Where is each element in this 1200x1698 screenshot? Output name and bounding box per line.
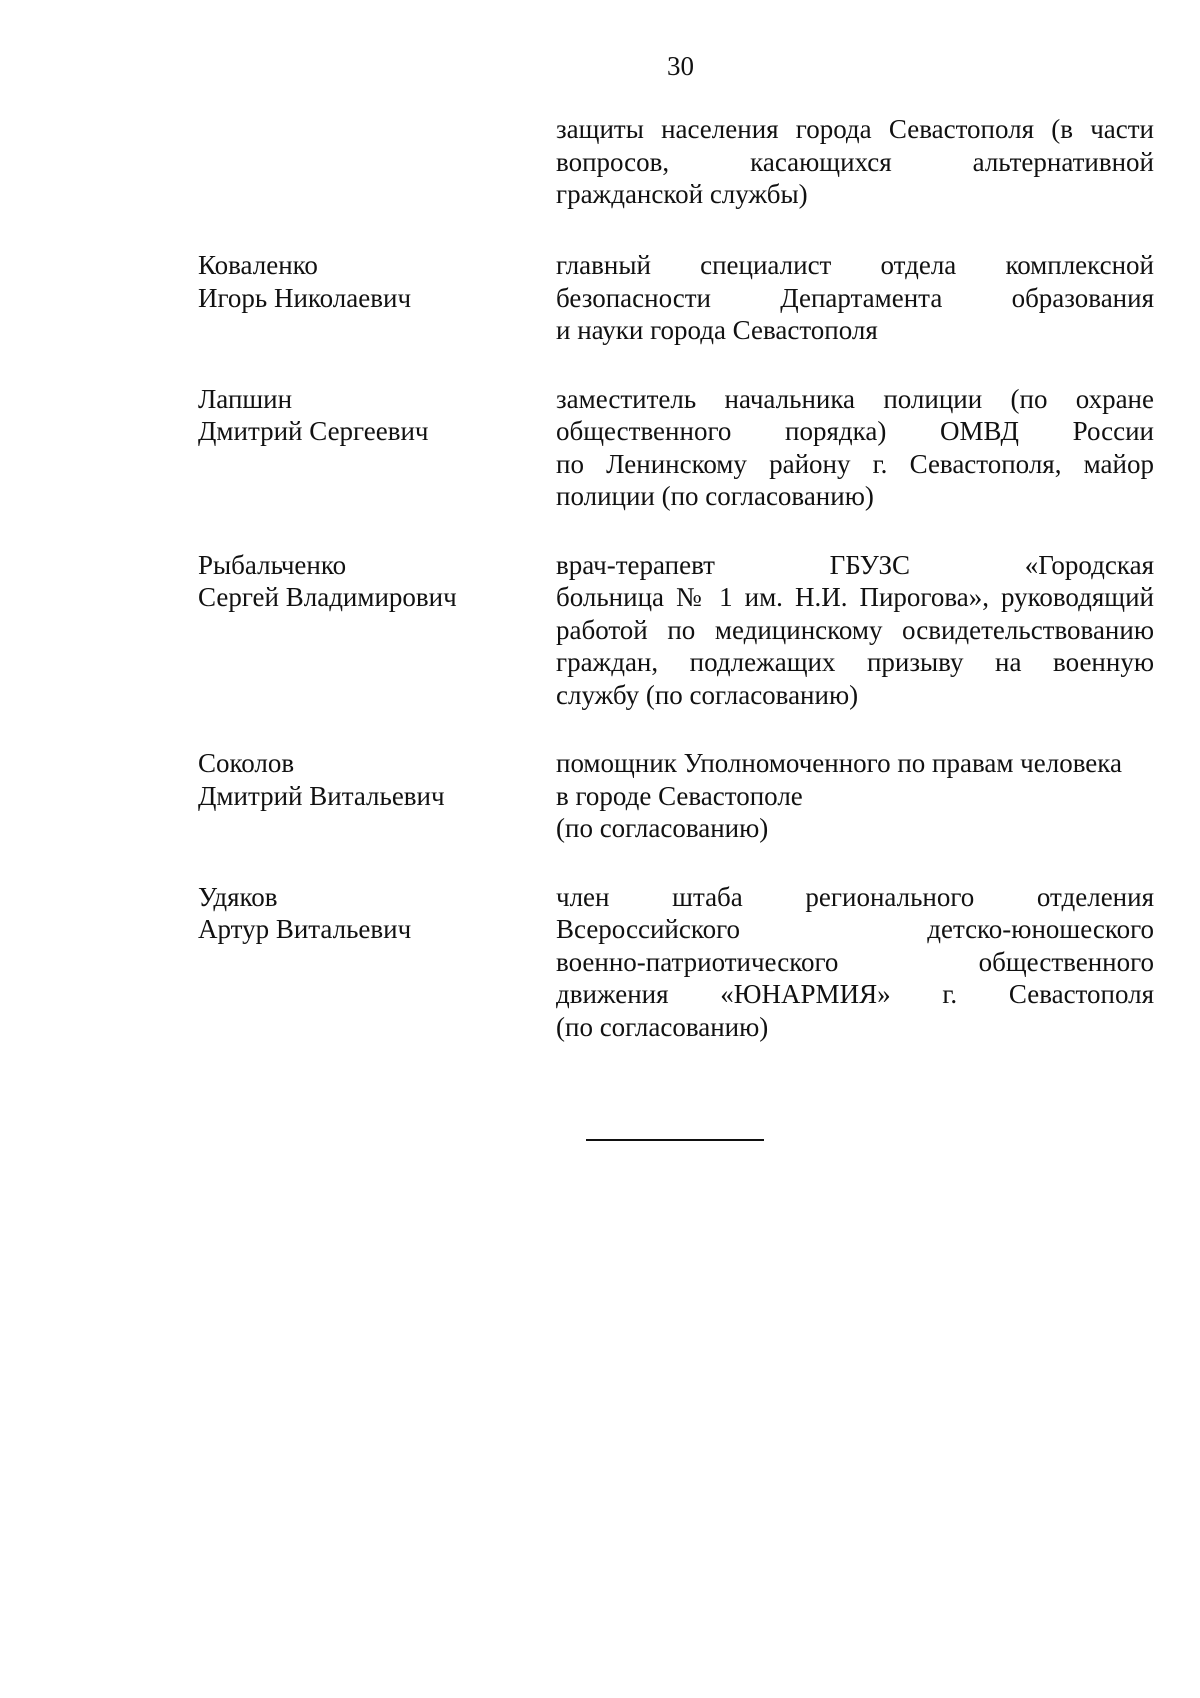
member-surname: Рыбальченко xyxy=(198,549,347,580)
member-role xyxy=(556,383,1154,513)
member-name xyxy=(198,881,556,946)
role-line: Всероссийского детско-юношеского xyxy=(556,914,1154,944)
role-line: (по согласованию) xyxy=(556,1011,769,1042)
role-line: общественного порядка) ОМВД России xyxy=(556,416,1154,446)
member-entry xyxy=(198,881,1154,1044)
member-name xyxy=(198,383,556,448)
role-line: военно-патриотического общественного xyxy=(556,946,1154,977)
role-line: граждан, подлежащих призыву на военную xyxy=(556,647,1154,677)
member-role xyxy=(556,881,1154,1044)
member-surname: Коваленко xyxy=(198,250,318,280)
member-name xyxy=(198,747,556,812)
end-of-list-rule xyxy=(586,1139,764,1141)
role-line: главный специалист отдела комплексной xyxy=(556,250,1154,280)
member-given-names: Дмитрий Сергеевич xyxy=(198,416,429,446)
commission-member-list xyxy=(198,249,1154,1043)
member-role xyxy=(556,249,1154,347)
member-role xyxy=(556,747,1154,845)
role-line: и науки города Севастополя xyxy=(556,315,878,345)
role-line: гражданской службы) xyxy=(556,179,808,209)
page-number: 30 xyxy=(667,51,694,81)
member-entry xyxy=(198,747,1154,845)
role-line: безопасности Департамента образования xyxy=(556,282,1154,313)
member-entry xyxy=(198,383,1154,513)
role-line: в городе Севастополе xyxy=(556,780,803,811)
role-line: движения «ЮНАРМИЯ» г. Севастополя xyxy=(556,979,1154,1009)
member-role xyxy=(556,549,1154,712)
role-line: вопросов, касающихся альтернативной xyxy=(556,146,1154,177)
member-entry xyxy=(198,549,1154,712)
role-line: защиты населения города Севастополя (в части xyxy=(556,114,1154,144)
role-line: по Ленинскому району г. Севастополя, майор xyxy=(556,448,1154,479)
member-surname: Лапшин xyxy=(198,383,293,414)
member-given-names: Дмитрий Витальевич xyxy=(198,780,445,811)
role-line: больница № 1 им. Н.И. Пирогова», руководящий xyxy=(556,582,1154,612)
role-line: помощник Уполномоченного по правам человека xyxy=(556,748,1122,778)
role-line: заместитель начальника полиции (по охране xyxy=(556,383,1154,414)
role-line: врач-терапевт ГБУЗС «Городская xyxy=(556,549,1154,580)
role-line: работой по медицинскому освидетельствованию xyxy=(556,614,1154,645)
role-line: полиции (по согласованию) xyxy=(556,481,874,511)
continued-role-text xyxy=(556,113,1154,211)
member-surname: Удяков xyxy=(198,881,278,912)
member-given-names: Игорь Николаевич xyxy=(198,282,412,313)
member-name xyxy=(198,549,556,614)
role-line: (по согласованию) xyxy=(556,813,769,843)
member-name xyxy=(198,249,556,314)
member-surname: Соколов xyxy=(198,748,295,778)
member-entry xyxy=(198,249,1154,347)
member-given-names: Сергей Владимирович xyxy=(198,582,457,612)
role-line: член штаба регионального отделения xyxy=(556,881,1154,912)
role-line: службу (по согласованию) xyxy=(556,679,859,710)
member-given-names: Артур Витальевич xyxy=(198,914,412,944)
